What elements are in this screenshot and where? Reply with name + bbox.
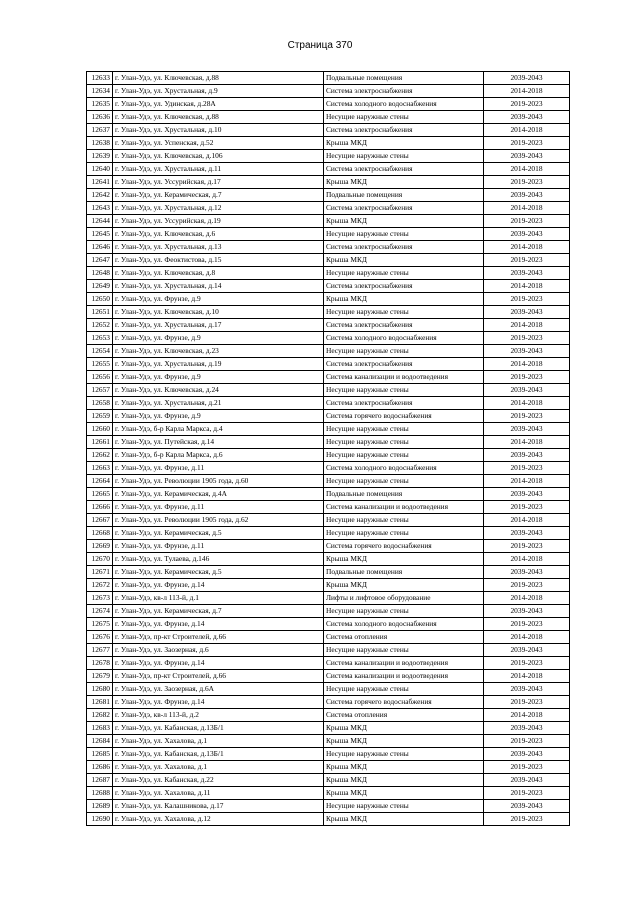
row-number: 12638	[87, 137, 113, 150]
page-title: Страница 370	[287, 40, 353, 51]
period-cell: 2014-2018	[484, 202, 570, 215]
address-cell: г. Улан-Удэ, ул. Фрунзе, д.11	[113, 501, 324, 514]
row-number: 12657	[87, 384, 113, 397]
work-type-cell: Система канализации и водоотведения	[324, 670, 484, 683]
work-type-cell: Крыша МКД	[324, 787, 484, 800]
address-cell: г. Улан-Удэ, ул. Ключевская, д.10	[113, 306, 324, 319]
table-row	[87, 85, 570, 98]
row-number: 12661	[87, 436, 113, 449]
row-number: 12639	[87, 150, 113, 163]
register-table	[86, 71, 570, 826]
work-type-cell: Несущие наружные стены	[324, 345, 484, 358]
address-cell: г. Улан-Удэ, ул. Тулаева, д.146	[113, 553, 324, 566]
address-cell: г. Улан-Удэ, ул. Ключевская, д.88	[113, 111, 324, 124]
row-number: 12642	[87, 189, 113, 202]
work-type-cell: Несущие наружные стены	[324, 423, 484, 436]
row-number: 12678	[87, 657, 113, 670]
period-cell: 2014-2018	[484, 280, 570, 293]
table-row	[87, 410, 570, 423]
address-cell: г. Улан-Удэ, ул. Хрустальная, д.13	[113, 241, 324, 254]
table-row	[87, 813, 570, 826]
table-row	[87, 163, 570, 176]
period-cell: 2019-2023	[484, 462, 570, 475]
period-cell: 2014-2018	[484, 592, 570, 605]
period-cell: 2019-2023	[484, 98, 570, 111]
row-number: 12660	[87, 423, 113, 436]
address-cell: г. Улан-Удэ, ул. Хахалова, д.1	[113, 735, 324, 748]
period-cell: 2014-2018	[484, 709, 570, 722]
table-row	[87, 501, 570, 514]
table-row	[87, 566, 570, 579]
work-type-cell: Несущие наружные стены	[324, 527, 484, 540]
table-row	[87, 540, 570, 553]
period-cell: 2014-2018	[484, 163, 570, 176]
address-cell: г. Улан-Удэ, ул. Заозерная, д.6	[113, 644, 324, 657]
table-row	[87, 280, 570, 293]
period-cell: 2019-2023	[484, 618, 570, 631]
period-cell: 2019-2023	[484, 540, 570, 553]
address-cell: г. Улан-Удэ, ул. Хрустальная, д.10	[113, 124, 324, 137]
table-row	[87, 332, 570, 345]
table-row	[87, 800, 570, 813]
period-cell: 2039-2043	[484, 423, 570, 436]
row-number: 12674	[87, 605, 113, 618]
table-row	[87, 761, 570, 774]
table-row	[87, 592, 570, 605]
address-cell: г. Улан-Удэ, ул. Хрустальная, д.19	[113, 358, 324, 371]
period-cell: 2019-2023	[484, 761, 570, 774]
work-type-cell: Крыша МКД	[324, 813, 484, 826]
row-number: 12647	[87, 254, 113, 267]
address-cell: г. Улан-Удэ, ул. Ключевская, д.6	[113, 228, 324, 241]
work-type-cell: Несущие наружные стены	[324, 605, 484, 618]
address-cell: г. Улан-Удэ, ул. Фрунзе, д.14	[113, 618, 324, 631]
period-cell: 2039-2043	[484, 228, 570, 241]
work-type-cell: Система отопления	[324, 631, 484, 644]
work-type-cell: Система горячего водоснабжения	[324, 540, 484, 553]
period-cell: 2039-2043	[484, 306, 570, 319]
period-cell: 2019-2023	[484, 176, 570, 189]
row-number: 12633	[87, 72, 113, 85]
address-cell: г. Улан-Удэ, ул. Фрунзе, д.14	[113, 579, 324, 592]
address-cell: г. Улан-Удэ, ул. Фрунзе, д.9	[113, 332, 324, 345]
row-number: 12648	[87, 267, 113, 280]
work-type-cell: Подвальные помещения	[324, 189, 484, 202]
period-cell: 2039-2043	[484, 449, 570, 462]
period-cell: 2019-2023	[484, 657, 570, 670]
address-cell: г. Улан-Удэ, ул. Хрустальная, д.11	[113, 163, 324, 176]
table-row	[87, 423, 570, 436]
row-number: 12637	[87, 124, 113, 137]
address-cell: г. Улан-Удэ, ул. Хрустальная, д.12	[113, 202, 324, 215]
address-cell: г. Улан-Удэ, ул. Ключевская, д.106	[113, 150, 324, 163]
work-type-cell: Подвальные помещения	[324, 488, 484, 501]
table-row	[87, 735, 570, 748]
work-type-cell: Подвальные помещения	[324, 566, 484, 579]
address-cell: г. Улан-Удэ, ул. Керамическая, д.5	[113, 527, 324, 540]
address-cell: г. Улан-Удэ, ул. Феоктистова, д.15	[113, 254, 324, 267]
work-type-cell: Несущие наружные стены	[324, 683, 484, 696]
table-row	[87, 670, 570, 683]
work-type-cell: Система электроснабжения	[324, 358, 484, 371]
period-cell: 2019-2023	[484, 254, 570, 267]
work-type-cell: Система электроснабжения	[324, 241, 484, 254]
work-type-cell: Система электроснабжения	[324, 85, 484, 98]
row-number: 12655	[87, 358, 113, 371]
work-type-cell: Несущие наружные стены	[324, 228, 484, 241]
address-cell: г. Улан-Удэ, ул. Удинская, д.28А	[113, 98, 324, 111]
row-number: 12659	[87, 410, 113, 423]
table-row	[87, 553, 570, 566]
row-number: 12640	[87, 163, 113, 176]
row-number: 12663	[87, 462, 113, 475]
period-cell: 2014-2018	[484, 553, 570, 566]
row-number: 12645	[87, 228, 113, 241]
address-cell: г. Улан-Удэ, ул. Фрунзе, д.9	[113, 371, 324, 384]
row-number: 12650	[87, 293, 113, 306]
row-number: 12669	[87, 540, 113, 553]
table-row	[87, 306, 570, 319]
row-number: 12667	[87, 514, 113, 527]
row-number: 12644	[87, 215, 113, 228]
period-cell: 2039-2043	[484, 566, 570, 579]
period-cell: 2014-2018	[484, 514, 570, 527]
row-number: 12652	[87, 319, 113, 332]
table-row	[87, 748, 570, 761]
address-cell: г. Улан-Удэ, ул. Кабанская, д.13Б/1	[113, 722, 324, 735]
work-type-cell: Несущие наружные стены	[324, 111, 484, 124]
period-cell: 2014-2018	[484, 475, 570, 488]
row-number: 12636	[87, 111, 113, 124]
table-row	[87, 722, 570, 735]
table-row	[87, 709, 570, 722]
period-cell: 2014-2018	[484, 124, 570, 137]
period-cell: 2039-2043	[484, 527, 570, 540]
row-number: 12664	[87, 475, 113, 488]
period-cell: 2014-2018	[484, 436, 570, 449]
table-row	[87, 319, 570, 332]
period-cell: 2039-2043	[484, 189, 570, 202]
row-number: 12683	[87, 722, 113, 735]
address-cell: г. Улан-Удэ, ул. Фрунзе, д.11	[113, 462, 324, 475]
table-row	[87, 605, 570, 618]
row-number: 12634	[87, 85, 113, 98]
table-row	[87, 293, 570, 306]
address-cell: г. Улан-Удэ, ул. Керамическая, д.5	[113, 566, 324, 579]
table-row	[87, 462, 570, 475]
row-number: 12689	[87, 800, 113, 813]
row-number: 12675	[87, 618, 113, 631]
address-cell: г. Улан-Удэ, б-р Карла Маркса, д.4	[113, 423, 324, 436]
table-row	[87, 787, 570, 800]
address-cell: г. Улан-Удэ, ул. Путейская, д.14	[113, 436, 324, 449]
row-number: 12643	[87, 202, 113, 215]
work-type-cell: Несущие наружные стены	[324, 514, 484, 527]
row-number: 12649	[87, 280, 113, 293]
row-number: 12677	[87, 644, 113, 657]
address-cell: г. Улан-Удэ, ул. Керамическая, д.7	[113, 605, 324, 618]
table-row	[87, 98, 570, 111]
period-cell: 2019-2023	[484, 371, 570, 384]
address-cell: г. Улан-Удэ, ул. Уссурийская, д.17	[113, 176, 324, 189]
address-cell: г. Улан-Удэ, пр-кт Строителей, д.66	[113, 670, 324, 683]
table-row	[87, 397, 570, 410]
table-row	[87, 384, 570, 397]
period-cell: 2019-2023	[484, 579, 570, 592]
work-type-cell: Система электроснабжения	[324, 280, 484, 293]
period-cell: 2019-2023	[484, 332, 570, 345]
period-cell: 2039-2043	[484, 345, 570, 358]
register-table-body	[87, 72, 570, 826]
work-type-cell: Крыша МКД	[324, 774, 484, 787]
address-cell: г. Улан-Удэ, ул. Кабанская, д.13Б/1	[113, 748, 324, 761]
row-number: 12670	[87, 553, 113, 566]
work-type-cell: Система отопления	[324, 709, 484, 722]
address-cell: г. Улан-Удэ, ул. Ключевская, д.8	[113, 267, 324, 280]
row-number: 12666	[87, 501, 113, 514]
work-type-cell: Несущие наружные стены	[324, 436, 484, 449]
row-number: 12676	[87, 631, 113, 644]
work-type-cell: Несущие наружные стены	[324, 800, 484, 813]
work-type-cell: Несущие наружные стены	[324, 150, 484, 163]
work-type-cell: Система электроснабжения	[324, 319, 484, 332]
work-type-cell: Система электроснабжения	[324, 163, 484, 176]
work-type-cell: Крыша МКД	[324, 553, 484, 566]
period-cell: 2039-2043	[484, 72, 570, 85]
address-cell: г. Улан-Удэ, ул. Хрустальная, д.9	[113, 85, 324, 98]
work-type-cell: Система горячего водоснабжения	[324, 410, 484, 423]
table-row	[87, 176, 570, 189]
period-cell: 2039-2043	[484, 605, 570, 618]
table-row	[87, 371, 570, 384]
address-cell: г. Улан-Удэ, ул. Ключевская, д.88	[113, 72, 324, 85]
work-type-cell: Несущие наружные стены	[324, 449, 484, 462]
table-row	[87, 111, 570, 124]
address-cell: г. Улан-Удэ, ул. Ключевская, д.24	[113, 384, 324, 397]
work-type-cell: Система электроснабжения	[324, 124, 484, 137]
period-cell: 2039-2043	[484, 111, 570, 124]
address-cell: г. Улан-Удэ, пр-кт Строителей, д.66	[113, 631, 324, 644]
work-type-cell: Система холодного водоснабжения	[324, 332, 484, 345]
table-row	[87, 644, 570, 657]
period-cell: 2039-2043	[484, 800, 570, 813]
row-number: 12673	[87, 592, 113, 605]
work-type-cell: Система холодного водоснабжения	[324, 98, 484, 111]
work-type-cell: Система канализации и водоотведения	[324, 657, 484, 670]
period-cell: 2019-2023	[484, 735, 570, 748]
work-type-cell: Крыша МКД	[324, 215, 484, 228]
address-cell: г. Улан-Удэ, б-р Карла Маркса, д.6	[113, 449, 324, 462]
table-row	[87, 774, 570, 787]
address-cell: г. Улан-Удэ, ул. Хрустальная, д.14	[113, 280, 324, 293]
work-type-cell: Несущие наружные стены	[324, 475, 484, 488]
address-cell: г. Улан-Удэ, ул. Заозерная, д.6А	[113, 683, 324, 696]
address-cell: г. Улан-Удэ, ул. Калашникова, д.17	[113, 800, 324, 813]
row-number: 12651	[87, 306, 113, 319]
address-cell: г. Улан-Удэ, ул. Фрунзе, д.14	[113, 657, 324, 670]
address-cell: г. Улан-Удэ, ул. Фрунзе, д.11	[113, 540, 324, 553]
period-cell: 2039-2043	[484, 774, 570, 787]
table-row	[87, 202, 570, 215]
address-cell: г. Улан-Удэ, ул. Хрустальная, д.21	[113, 397, 324, 410]
work-type-cell: Несущие наружные стены	[324, 306, 484, 319]
row-number: 12671	[87, 566, 113, 579]
work-type-cell: Несущие наружные стены	[324, 384, 484, 397]
address-cell: г. Улан-Удэ, ул. Керамическая, д.4А	[113, 488, 324, 501]
table-row	[87, 579, 570, 592]
work-type-cell: Система горячего водоснабжения	[324, 696, 484, 709]
row-number: 12656	[87, 371, 113, 384]
period-cell: 2039-2043	[484, 488, 570, 501]
address-cell: г. Улан-Удэ, ул. Хахалова, д.11	[113, 787, 324, 800]
address-cell: г. Улан-Удэ, ул. Кабанская, д.22	[113, 774, 324, 787]
period-cell: 2014-2018	[484, 85, 570, 98]
period-cell: 2014-2018	[484, 319, 570, 332]
period-cell: 2019-2023	[484, 137, 570, 150]
period-cell: 2019-2023	[484, 293, 570, 306]
work-type-cell: Система электроснабжения	[324, 202, 484, 215]
work-type-cell: Несущие наружные стены	[324, 644, 484, 657]
address-cell: г. Улан-Удэ, ул. Революции 1905 года, д.60	[113, 475, 324, 488]
period-cell: 2039-2043	[484, 683, 570, 696]
table-row	[87, 488, 570, 501]
work-type-cell: Несущие наружные стены	[324, 748, 484, 761]
table-row	[87, 449, 570, 462]
row-number: 12658	[87, 397, 113, 410]
work-type-cell: Крыша МКД	[324, 579, 484, 592]
row-number: 12680	[87, 683, 113, 696]
period-cell: 2039-2043	[484, 644, 570, 657]
work-type-cell: Система холодного водоснабжения	[324, 618, 484, 631]
row-number: 12635	[87, 98, 113, 111]
table-row	[87, 228, 570, 241]
address-cell: г. Улан-Удэ, ул. Фрунзе, д.14	[113, 696, 324, 709]
row-number: 12672	[87, 579, 113, 592]
row-number: 12684	[87, 735, 113, 748]
period-cell: 2039-2043	[484, 384, 570, 397]
period-cell: 2014-2018	[484, 397, 570, 410]
address-cell: г. Улан-Удэ, ул. Успенская, д.52	[113, 137, 324, 150]
period-cell: 2039-2043	[484, 267, 570, 280]
row-number: 12654	[87, 345, 113, 358]
row-number: 12690	[87, 813, 113, 826]
period-cell: 2039-2043	[484, 150, 570, 163]
table-row	[87, 618, 570, 631]
work-type-cell: Система канализации и водоотведения	[324, 501, 484, 514]
row-number: 12685	[87, 748, 113, 761]
row-number: 12646	[87, 241, 113, 254]
table-row	[87, 241, 570, 254]
work-type-cell: Крыша МКД	[324, 254, 484, 267]
table-row	[87, 254, 570, 267]
address-cell: г. Улан-Удэ, ул. Революции 1905 года, д.62	[113, 514, 324, 527]
address-cell: г. Улан-Удэ, ул. Уссурийская, д.19	[113, 215, 324, 228]
table-row	[87, 150, 570, 163]
address-cell: г. Улан-Удэ, ул. Фрунзе, д.9	[113, 410, 324, 423]
table-row	[87, 358, 570, 371]
address-cell: г. Улан-Удэ, ул. Хрустальная, д.17	[113, 319, 324, 332]
table-row	[87, 189, 570, 202]
row-number: 12668	[87, 527, 113, 540]
row-number: 12679	[87, 670, 113, 683]
table-row	[87, 137, 570, 150]
work-type-cell: Система холодного водоснабжения	[324, 462, 484, 475]
table-row	[87, 267, 570, 280]
period-cell: 2039-2043	[484, 722, 570, 735]
table-row	[87, 657, 570, 670]
period-cell: 2019-2023	[484, 410, 570, 423]
row-number: 12682	[87, 709, 113, 722]
work-type-cell: Крыша МКД	[324, 761, 484, 774]
period-cell: 2019-2023	[484, 215, 570, 228]
address-cell: г. Улан-Удэ, кв-л 113-й, д.2	[113, 709, 324, 722]
table-row	[87, 475, 570, 488]
period-cell: 2014-2018	[484, 241, 570, 254]
work-type-cell: Крыша МКД	[324, 293, 484, 306]
address-cell: г. Улан-Удэ, ул. Хахалова, д.12	[113, 813, 324, 826]
work-type-cell: Несущие наружные стены	[324, 267, 484, 280]
period-cell: 2014-2018	[484, 670, 570, 683]
table-row	[87, 631, 570, 644]
work-type-cell: Лифты и лифтовое оборудование	[324, 592, 484, 605]
period-cell: 2019-2023	[484, 787, 570, 800]
row-number: 12665	[87, 488, 113, 501]
period-cell: 2014-2018	[484, 631, 570, 644]
period-cell: 2019-2023	[484, 813, 570, 826]
period-cell: 2019-2023	[484, 696, 570, 709]
table-row	[87, 72, 570, 85]
work-type-cell: Подвальные помещения	[324, 72, 484, 85]
table-row	[87, 124, 570, 137]
address-cell: г. Улан-Удэ, кв-л 113-й, д.1	[113, 592, 324, 605]
row-number: 12662	[87, 449, 113, 462]
work-type-cell: Крыша МКД	[324, 176, 484, 189]
table-row	[87, 436, 570, 449]
work-type-cell: Крыша МКД	[324, 722, 484, 735]
table-row	[87, 683, 570, 696]
work-type-cell: Крыша МКД	[324, 137, 484, 150]
table-row	[87, 345, 570, 358]
period-cell: 2019-2023	[484, 501, 570, 514]
address-cell: г. Улан-Удэ, ул. Керамическая, д.7	[113, 189, 324, 202]
row-number: 12641	[87, 176, 113, 189]
row-number: 12687	[87, 774, 113, 787]
period-cell: 2039-2043	[484, 748, 570, 761]
period-cell: 2014-2018	[484, 358, 570, 371]
address-cell: г. Улан-Удэ, ул. Ключевская, д.23	[113, 345, 324, 358]
work-type-cell: Система электроснабжения	[324, 397, 484, 410]
row-number: 12688	[87, 787, 113, 800]
table-row	[87, 527, 570, 540]
row-number: 12681	[87, 696, 113, 709]
work-type-cell: Система канализации и водоотведения	[324, 371, 484, 384]
address-cell: г. Улан-Удэ, ул. Хахалова, д.1	[113, 761, 324, 774]
table-row	[87, 514, 570, 527]
table-row	[87, 215, 570, 228]
table-row	[87, 696, 570, 709]
row-number: 12653	[87, 332, 113, 345]
row-number: 12686	[87, 761, 113, 774]
address-cell: г. Улан-Удэ, ул. Фрунзе, д.9	[113, 293, 324, 306]
work-type-cell: Крыша МКД	[324, 735, 484, 748]
